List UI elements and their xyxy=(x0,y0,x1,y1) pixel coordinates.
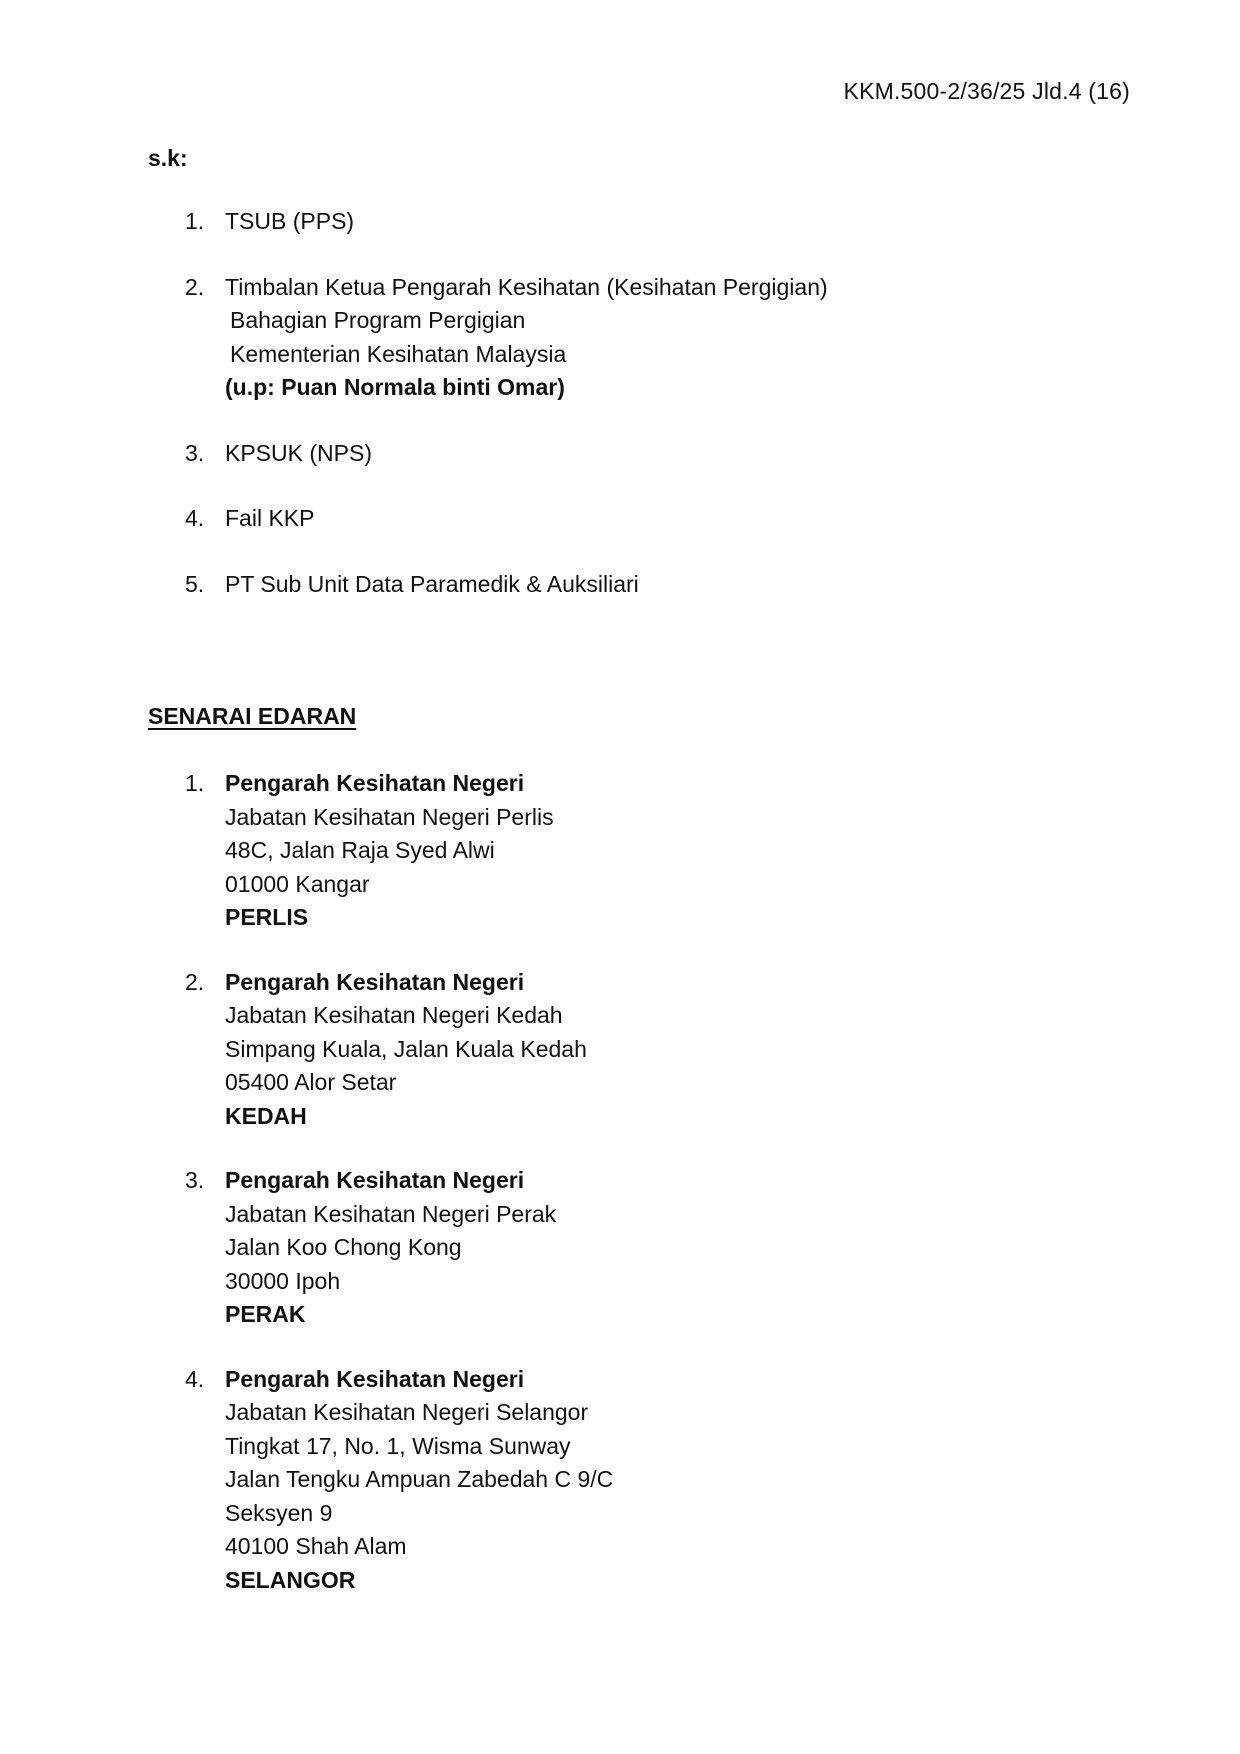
distribution-item xyxy=(185,1363,613,1598)
sk-item xyxy=(185,205,828,239)
distribution-item xyxy=(185,966,613,1134)
address-line: Jalan Tengku Ampuan Zabedah C 9/C xyxy=(225,1466,614,1492)
recipient-title: Pengarah Kesihatan Negeri xyxy=(225,770,525,796)
sk-item-line: Timbalan Ketua Pengarah Kesihatan (Kesihatan Pergigian) xyxy=(225,273,828,300)
sk-item-line: Fail KKP xyxy=(225,505,315,531)
sk-item-number: 1. xyxy=(185,208,205,234)
address-line: Simpang Kuala, Jalan Kuala Kedah xyxy=(225,1035,587,1062)
address-line: 05400 Alor Setar xyxy=(225,1069,397,1095)
senarai-edaran-heading: SENARAI EDARAN xyxy=(148,703,357,729)
address-line: Tingkat 17, No. 1, Wisma Sunway xyxy=(225,1432,571,1459)
recipient-title: Pengarah Kesihatan Negeri xyxy=(225,1167,525,1193)
distribution-item xyxy=(185,1164,613,1332)
sk-item-number: 3. xyxy=(185,439,205,466)
distribution-item-number: 4. xyxy=(185,1365,205,1392)
address-line: Jabatan Kesihatan Negeri Kedah xyxy=(225,1002,563,1028)
distribution-item-number: 2. xyxy=(185,968,205,995)
state-name: SELANGOR xyxy=(225,1566,356,1593)
state-name: PERAK xyxy=(225,1301,306,1327)
address-line: Jabatan Kesihatan Negeri Perak xyxy=(225,1200,557,1227)
recipient-title: Pengarah Kesihatan Negeri xyxy=(225,968,525,995)
distribution-item-number: 3. xyxy=(185,1167,205,1193)
sk-item xyxy=(185,502,828,536)
address-line: 40100 Shah Alam xyxy=(225,1533,407,1559)
address-line: 30000 Ipoh xyxy=(225,1267,341,1294)
distribution-list xyxy=(185,767,613,1628)
sk-item xyxy=(185,437,828,471)
sk-item-number: 5. xyxy=(185,570,205,597)
sk-item-attention: (u.p: Puan Normala binti Omar) xyxy=(225,374,565,400)
address-line: Seksyen 9 xyxy=(225,1499,333,1526)
reference-number: KKM.500-2/36/25 Jld.4 (16) xyxy=(843,78,1130,104)
state-name: KEDAH xyxy=(225,1102,307,1129)
distribution-item-number: 1. xyxy=(185,770,205,796)
sk-item-line: PT Sub Unit Data Paramedik & Auksiliari xyxy=(225,570,639,597)
sk-list xyxy=(185,205,828,633)
address-line: Jalan Koo Chong Kong xyxy=(225,1234,462,1260)
sk-item-number: 4. xyxy=(185,505,205,531)
address-line: Jabatan Kesihatan Negeri Selangor xyxy=(225,1399,589,1425)
address-line: Jabatan Kesihatan Negeri Perlis xyxy=(225,803,554,830)
distribution-item xyxy=(185,767,613,935)
sk-item xyxy=(185,271,828,405)
sk-item-line: KPSUK (NPS) xyxy=(225,439,372,466)
sk-item-number: 2. xyxy=(185,273,205,300)
sk-item-line: Kementerian Kesihatan Malaysia xyxy=(230,340,567,367)
sk-label: s.k: xyxy=(148,145,188,171)
state-name: PERLIS xyxy=(225,904,309,930)
sk-item xyxy=(185,568,828,602)
recipient-title: Pengarah Kesihatan Negeri xyxy=(225,1365,525,1392)
address-line: 48C, Jalan Raja Syed Alwi xyxy=(225,837,495,863)
sk-item-line: Bahagian Program Pergigian xyxy=(230,307,526,333)
sk-item-line: TSUB (PPS) xyxy=(225,208,355,234)
address-line: 01000 Kangar xyxy=(225,870,370,897)
